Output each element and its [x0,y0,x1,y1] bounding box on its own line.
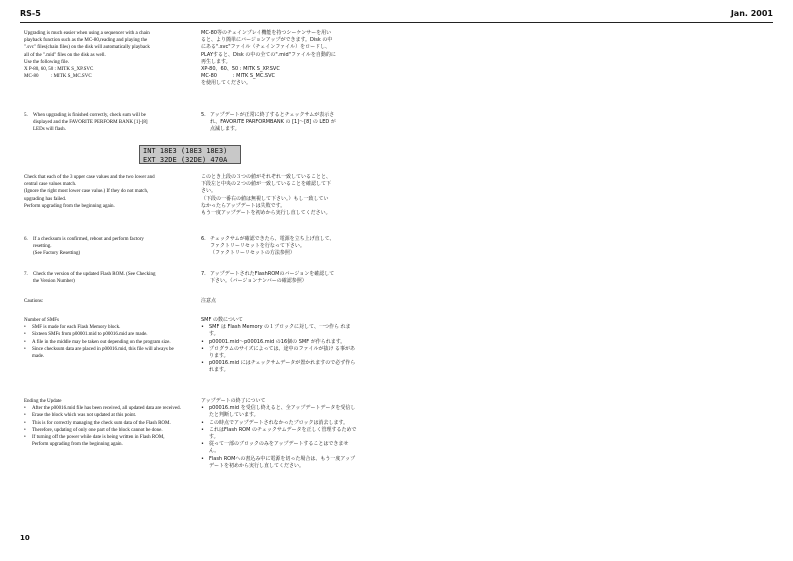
en-line: When upgrading is finished correctly, check sum will be [33,113,146,118]
en-line: MC-80 : MITK S_MC.SVC [24,74,92,80]
en-line: (Ignore the right most lower case value.) If they do not match, [24,189,149,195]
lcd-line-1: INT 18E3 (18E3 18E3) [143,147,228,155]
step-number: 5. [24,113,28,118]
jp-ending-heading: アップデートの終了について [201,398,266,404]
en-chain-playback-paragraph [24,30,182,80]
list-item: • これはFlash ROM のチェックサムデータを正しく管理するためです。 [201,427,358,441]
jp-smf-section [201,317,358,375]
list-item: • After the p00016.mid file has been received, all updated data are received. [24,405,182,412]
en-step-6 [24,236,182,258]
jp-line: にある".svc"ファイル（チェインファイル）をロードし、 [201,44,331,51]
en-ending-list [24,405,182,448]
step-number: 5. [201,112,206,118]
page-header [20,8,773,23]
list-item: • SMF is made for each Flash Memory block. [24,324,182,331]
list-item: • Therefore, updating of only one part of the block cannot be done. [24,427,182,434]
jp-line: 下さい。（バージョンナンバーの確認参照） [210,278,307,285]
jp-chain-playback-paragraph [201,30,358,88]
list-item: • If turning off the power while date is being written in Flash ROM, Perform upgrading from the beginning again. [24,434,182,448]
en-ending-heading: Ending the Update [24,399,62,404]
en-line: resetting. [33,244,52,250]
en-line: Perform upgrading from the beginning again. [24,203,115,209]
header-date: Jan. 2001 [730,9,773,18]
jp-smf-list [201,324,358,374]
jp-line: 再生します。 [201,58,231,65]
jp-ending-list [201,405,358,470]
jp-line: （ファクトリーリセットの方法参照） [210,250,295,257]
jp-ending-section [201,398,358,470]
list-item: • A file in the middle may be taken out depending on the program size. [24,339,182,346]
jp-line: 下段左と中央の２つの値が一致していることを確認して下 [201,181,332,188]
step-number: 6. [201,236,206,242]
en-cautions-heading: Cautions: [24,299,44,304]
jp-line: このとき上段の３つの値がそれぞれ一致していることと、 [201,174,332,180]
jp-step-6 [201,236,358,258]
en-line: X P-80, 60, 50 : MITK S_XP.SVC [24,67,94,73]
en-line: all of the ".mid" files on the disk as well. [24,52,106,58]
jp-line: アップデートが正常に終了するとチェックサムが表示さ [210,112,335,118]
checksum-lcd-display [139,145,241,164]
en-checksum-paragraph [24,174,182,210]
list-item: • Flash ROMへの書込み中に電源を切った場合は、もう一度アップデートを初めから実行し直してください。 [201,456,358,470]
jp-line: もう一度アップデートを初めから実行し直してください。 [201,210,331,217]
list-item: • p00001.mid～p00016.mid の16個の SMF が作られます。 [201,339,358,346]
list-item: • この時点でアップデートされなかったブロックは消去します。 [201,420,358,427]
list-item: • 従って一部のブロックのみをアップデートすることはできません。 [201,441,358,455]
list-item: • p00016.mid にはチェックサムデータが置かれますので必ず作られます。 [201,360,358,374]
step-number: 7. [201,271,206,277]
list-item: • Since checksum data are placed in p00016.mid, this file will always be made. [24,346,182,360]
jp-line: なかったらアップデートは失敗です。 [201,202,286,209]
model-name: RS-5 [20,9,41,18]
en-smf-section [24,317,182,360]
jp-line: アップデートされたFlashROMのバージョンを確認して [210,271,335,277]
jp-line: （下段の一番右の値は無視して下さい。）もし一致してい [201,195,329,202]
list-item: • プログラムのサイズによっては、途中のファイルが抜け る事があります。 [201,346,358,360]
en-line: central case values match. [24,182,77,188]
jp-line: 点滅します。 [210,126,240,133]
en-line: upgrading has failed. [24,196,67,202]
list-item: • Sixteen SMFs from p00001.mid to p00016.mid are made. [24,331,182,338]
jp-line: XP-80、60、50 : MITK S_XP.SVC [201,66,280,73]
en-smf-heading: Number of SMFs [24,318,60,323]
en-line: Check that each of the 3 upper case values and the two lower and [24,175,155,180]
jp-line: PLAYすると、Disk の中の全ての".mid"ファイルを自動的に [201,51,336,58]
jp-line: チェックサムが確認できたら、電源を立ち上げ直して、 [210,236,335,242]
jp-line: ファクトリーリセットを行なって下さい。 [210,243,305,250]
jp-line: れ、FAVORITE PARFORMBANK の [1]～[8] の LED が [210,119,336,126]
en-line: If a checksum is confirmed, reboot and perform factory [33,237,144,242]
list-item: • SMF は Flash Memory の１ブロックに対して、一つ作ら れます。 [201,324,358,338]
en-line: displayed and the FAVORITE PERFORM BANK [1]-[8] [33,120,148,126]
list-item: • This is for correctly managing the check sum data of the Flash ROM. [24,420,182,427]
step-number: 6. [24,237,28,242]
jp-line: さい。 [201,188,217,195]
en-line: (See Factory Resetting) [33,251,81,257]
en-step-7 [24,271,182,285]
en-ending-section [24,398,182,448]
jp-line: MC-80等のチェインプレイ機能を持つシーケンサーを用い [201,30,332,36]
jp-line: ると、より簡単にバージョンアップができます。Disk の中 [201,37,333,44]
en-smf-list [24,324,182,360]
jp-checksum-paragraph [201,174,358,217]
jp-cautions-heading: 注意点 [201,298,217,304]
list-item: • Erase the block which was not updated at this point. [24,412,182,419]
list-item: • p00016.mid を受信し終えると、全アップデートデータを受信したと判断しています。 [201,405,358,419]
step-number: 7. [24,272,28,277]
jp-line: MC-80 : MITK S_MC.SVC [201,73,276,80]
en-step-5 [24,112,182,134]
en-line: the Version Number) [33,279,75,285]
jp-step-5 [201,112,358,134]
jp-step-7 [201,271,358,285]
en-line: Use the following file. [24,59,69,65]
en-line: Upgrading is much easier when using a sequencer with a chain [24,31,150,36]
jp-smf-heading: SMF の数について [201,317,243,323]
en-line: playback function such as the MC-80,reading and playing the [24,38,148,44]
lcd-line-2: EXT 32DE (32DE) 470A [143,155,228,164]
jp-line: を使用してください。 [201,80,252,87]
en-line: LEDs will flash. [33,127,66,133]
en-line: ".svc" files(chain files) on the disk will automatically playback [24,45,150,51]
en-line: Check the version of the updated Flash ROM. (See Checking [33,272,156,277]
page-number: 10 [20,534,30,542]
